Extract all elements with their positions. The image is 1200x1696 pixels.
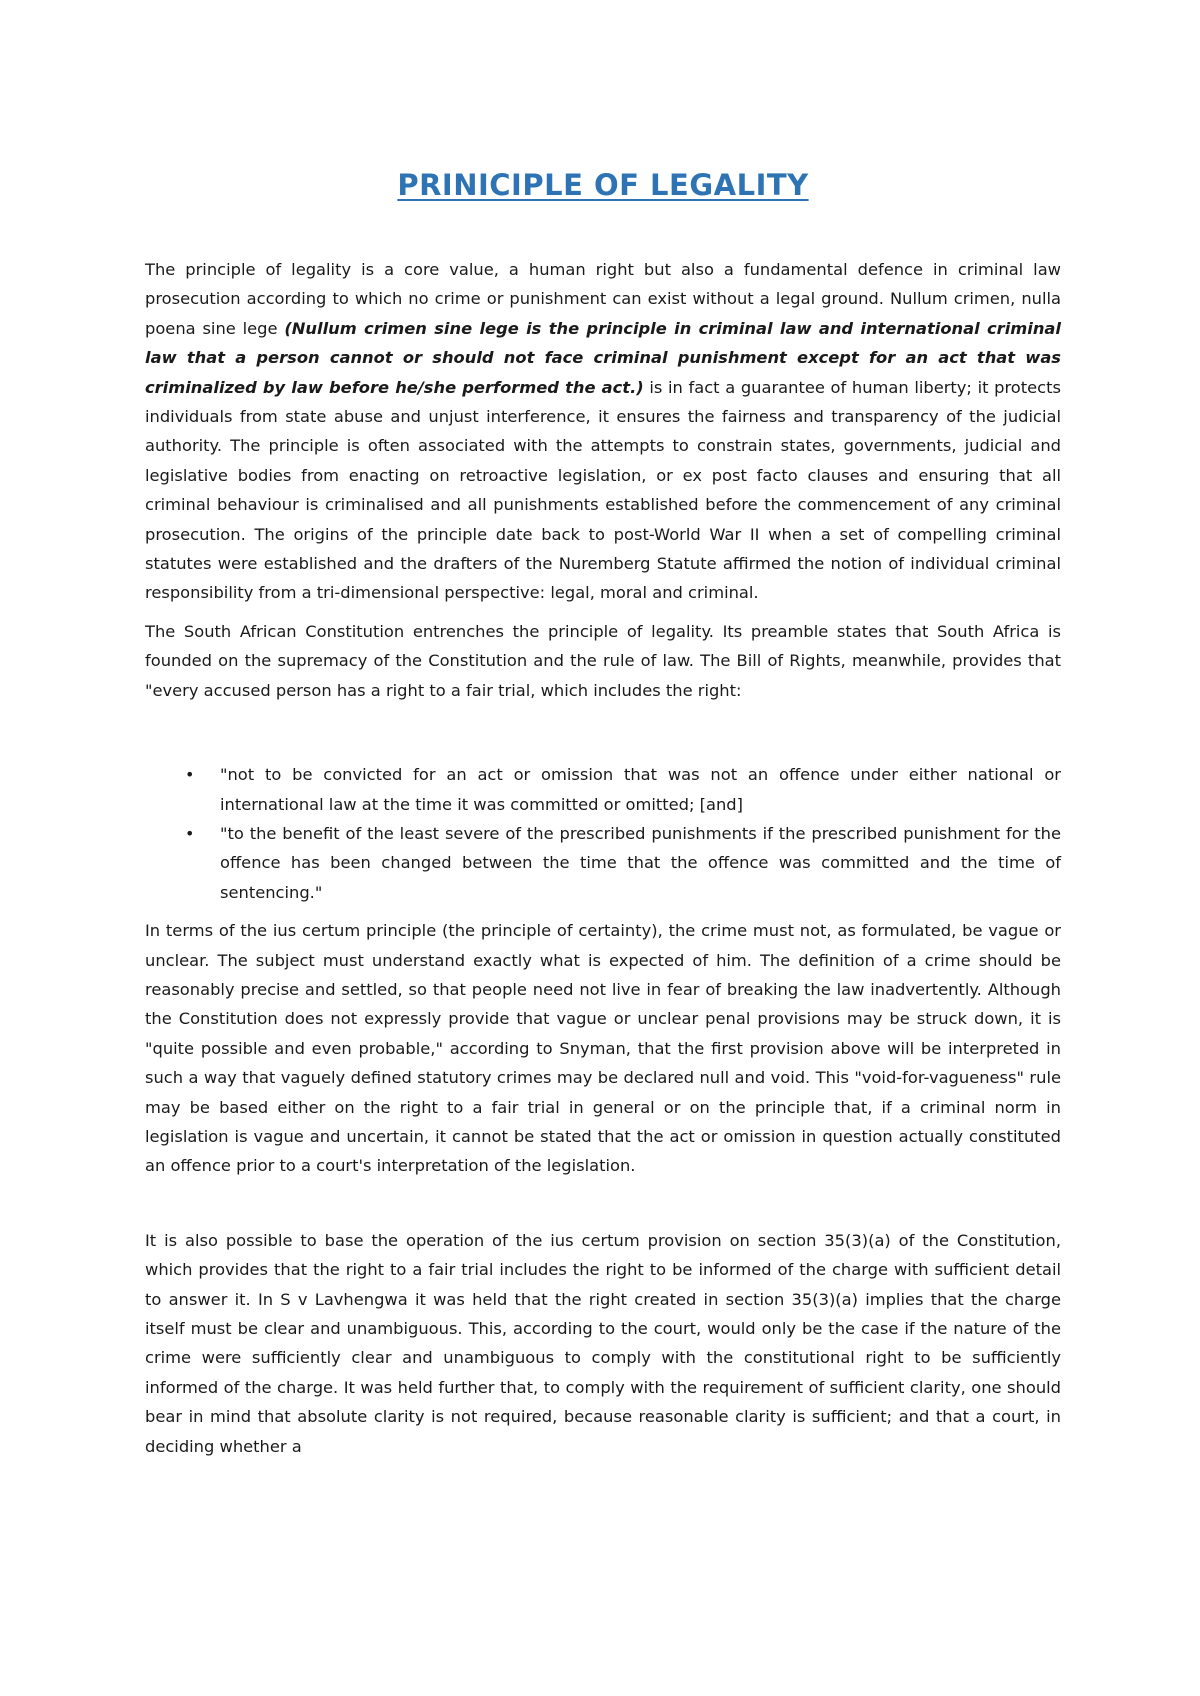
- document-page: [145, 0, 1061, 1696]
- bullet-icon: •: [185, 823, 195, 843]
- paragraph-intro-text-a: The principle of legality is a core value, a human right but also a fundamental defence in criminal law prosecution according to which no crime or punishment can exist without a legal ground. Nullum crimen, nulla poena sine lege: [145, 260, 1061, 338]
- document-body: [145, 255, 1061, 1470]
- paragraph-section-35: It is also possible to base the operation of the ius certum provision on section 35(3)(a) of the Constitution, which provides that the right to a fair trial includes the right to be informed of the charge with sufficient detail to answer it. In S v Lavhengwa it was held that the right created in section 35(3)(a) implies that the charge itself must be clear and unambiguous. This, according to the court, would only be the case if the nature of the crime were sufficiently clear and unambiguous to comply with the constitutional right to be sufficiently informed of the charge. It was held further that, to comply with the requirement of sufficient clarity, one should bear in mind that absolute clarity is not required, because reasonable clarity is sufficient; and that a court, in deciding whether a: [145, 1230, 1061, 1456]
- paragraph-constitution: The South African Constitution entrenches the principle of legality. Its preamble states that South Africa is founded on the supremacy of the Constitution and the rule of law. The Bill of Rights, meanwhile, provides that "every accused person has a right to a fair trial, which includes the right:: [145, 621, 1061, 700]
- rights-bullet-list: [145, 760, 1061, 907]
- list-item: [185, 760, 1061, 819]
- list-item-text: "not to be convicted for an act or omission that was not an offence under either national or international law at the time it was committed or omitted; [and]: [220, 765, 1061, 814]
- paragraph-intro-emphasis: (Nullum crimen sine lege is the principle in criminal law and international criminal law that a person cannot or should not face criminal punishment except for an act that was criminalized by law before he/she performed the act.): [145, 318, 1061, 397]
- list-item-text: "to the benefit of the least severe of the prescribed punishments if the prescribed punishment for the offence has been changed between the time that the offence was committed and the time of sentencing.": [220, 823, 1061, 902]
- paragraph-ius-certum: In terms of the ius certum principle (the principle of certainty), the crime must not, as formulated, be vague or unclear. The subject must understand exactly what is expected of him. The definition of a crime should be reasonably precise and settled, so that people need not live in fear of breaking the law inadvertently. Although the Constitution does not expressly provide that vague or unclear penal provisions may be struck down, it is "quite possible and even probable," according to Snyman, that the first provision above will be interpreted in such a way that vaguely defined statutory crimes may be declared null and void. This "void-for-vagueness" rule may be based either on the right to a fair trial in general or on the principle that, if a criminal norm in legislation is vague and uncertain, it cannot be stated that the act or omission in question actually constituted an offence prior to a court's interpretation of the legislation.: [145, 921, 1061, 1176]
- paragraph-intro: [145, 255, 1061, 608]
- bullet-icon: •: [185, 765, 195, 785]
- paragraph-intro-text-b: is in fact a guarantee of human liberty; it protects individuals from state abuse and unjust interference, it ensures the fairness and transparency of the judicial authority. The principle is often associated with the attempts to constrain states, governments, judicial and legislative bodies from enacting on retroactive legislation, or ex post facto clauses and ensuring that all criminal behaviour is criminalised and all punishments established before the commencement of any criminal prosecution. The origins of the principle date back to post-World War II when a set of compelling criminal statutes were established and the drafters of the Nuremberg Statute affirmed the notion of individual criminal responsibility from a tri-dimensional perspective: legal, moral and criminal.: [145, 377, 1061, 603]
- spacer: [145, 1190, 1061, 1226]
- list-item: [185, 819, 1061, 907]
- document-title: PRINICIPLE OF LEGALITY: [397, 168, 809, 202]
- spacer: [145, 714, 1061, 760]
